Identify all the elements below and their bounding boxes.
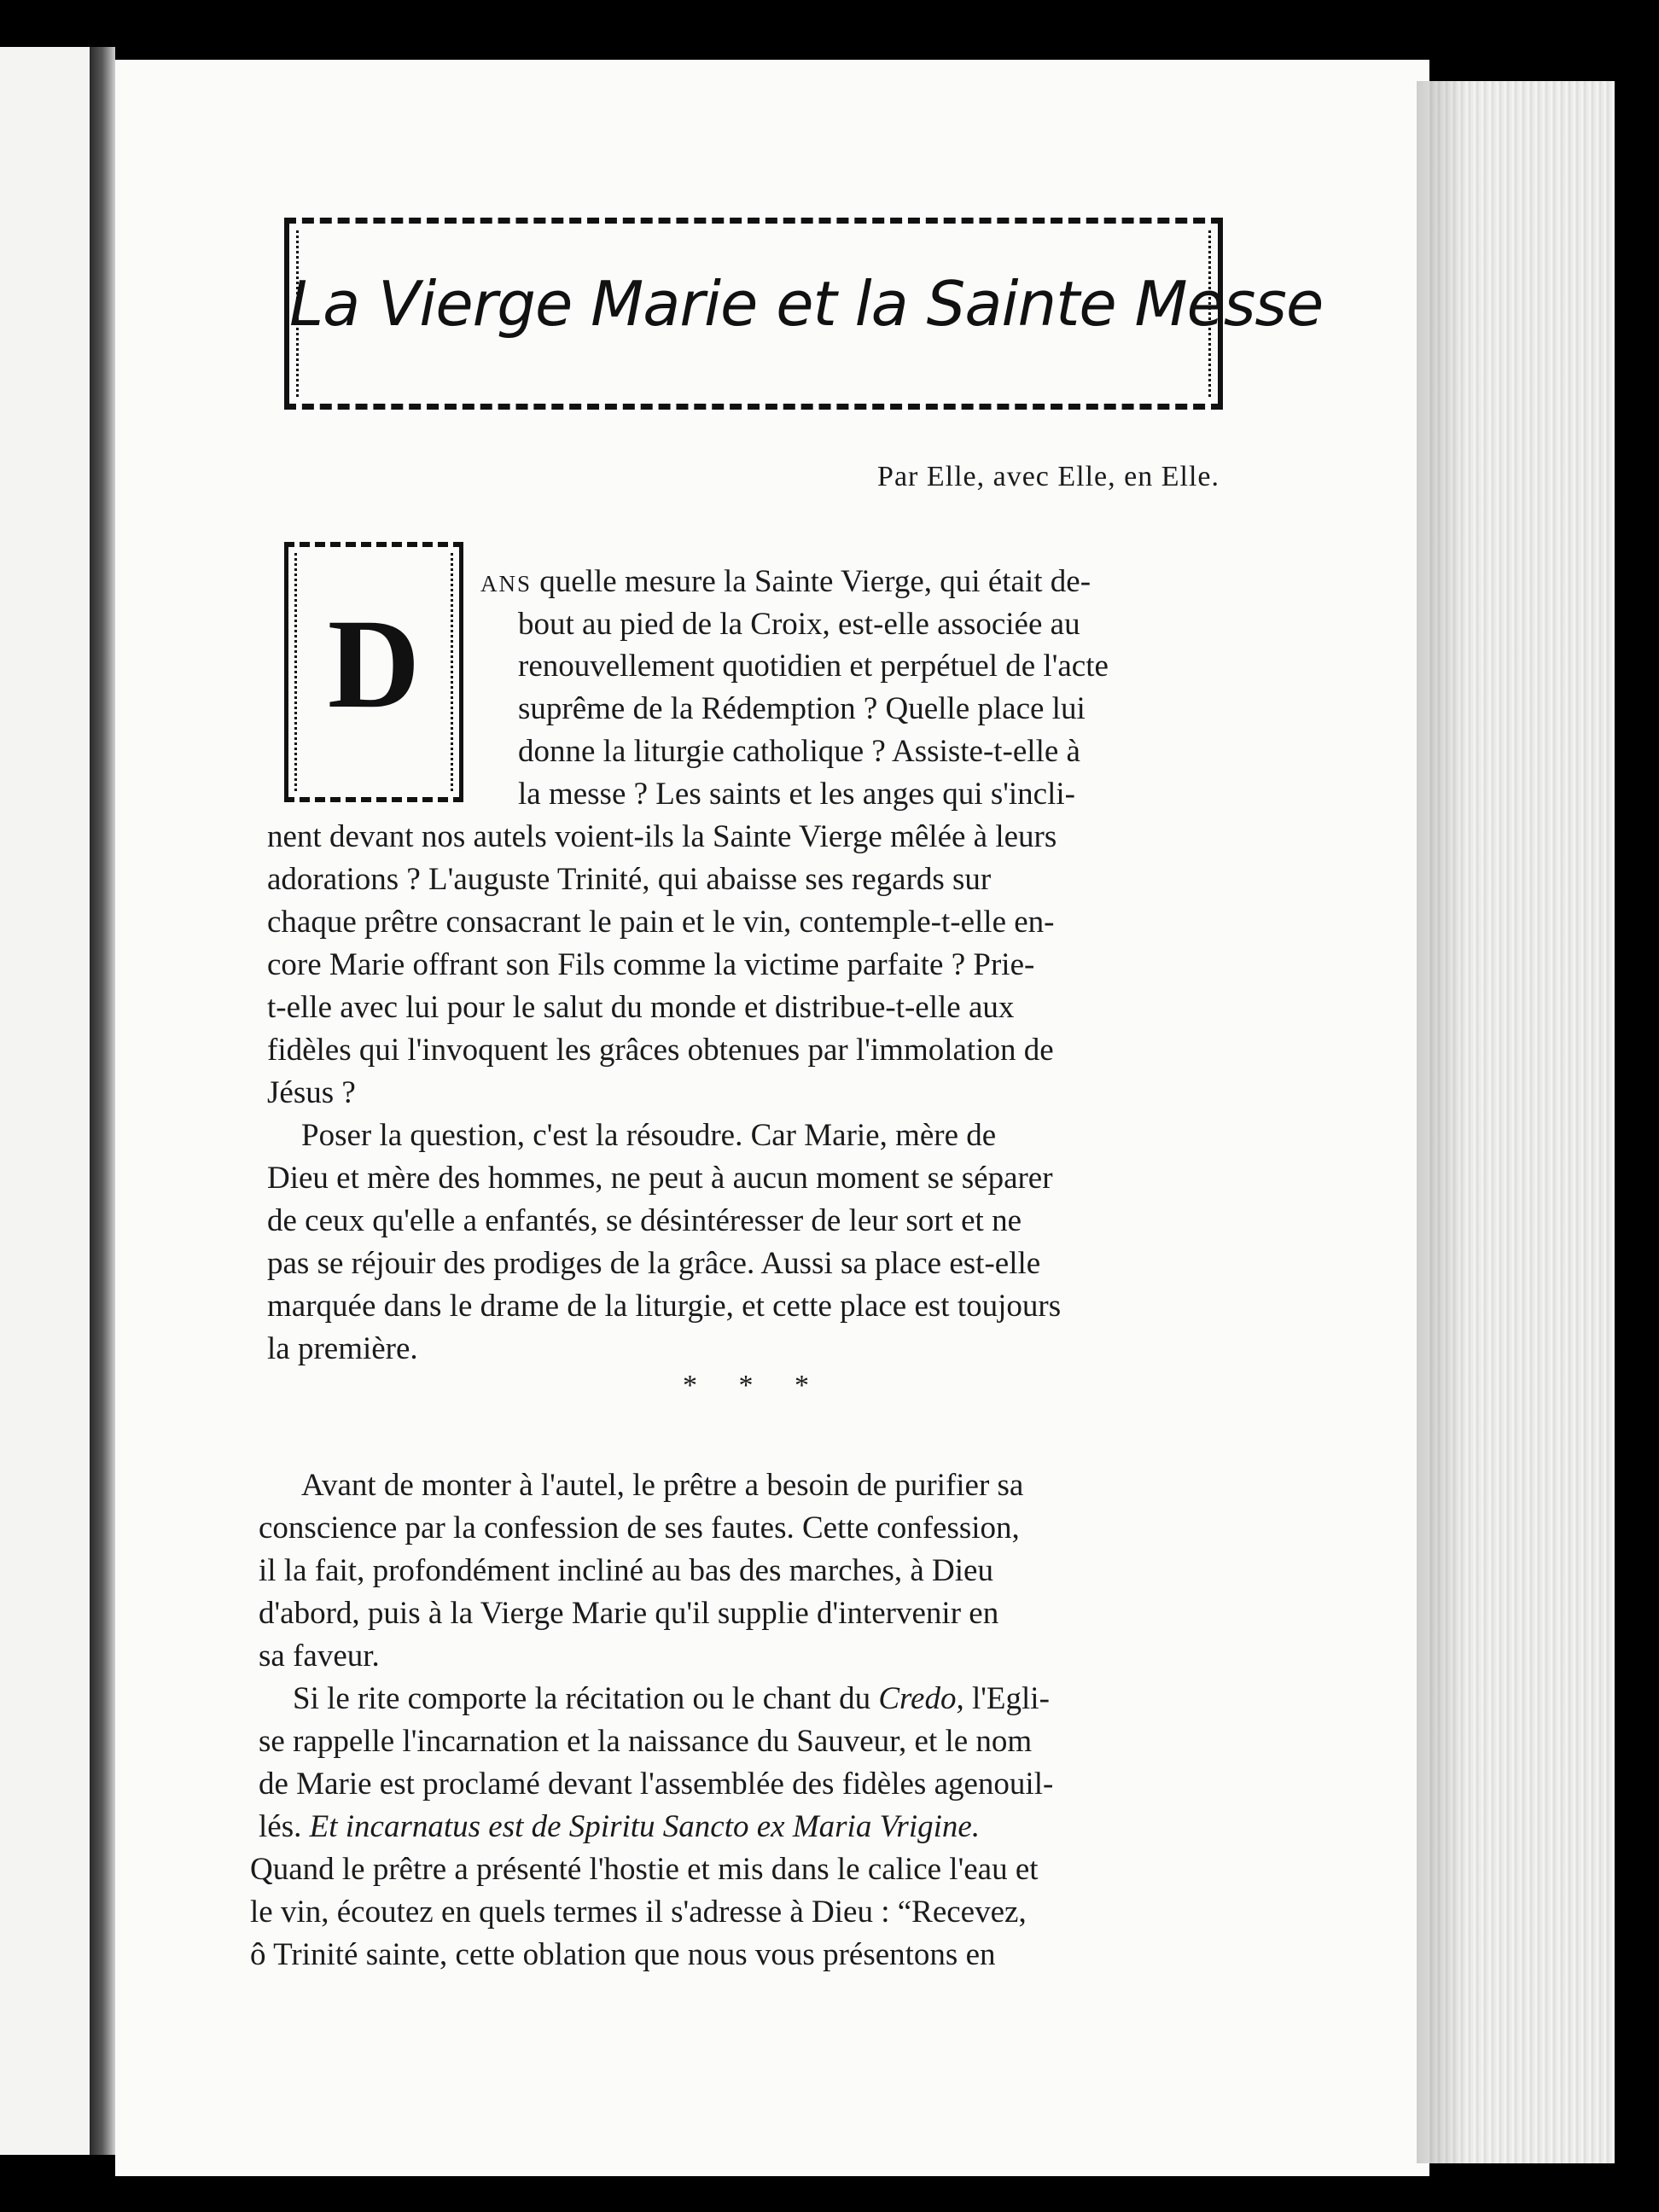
text-line: se rappelle l'incarnation et la naissance du Sauveur, et le nom [259, 1724, 1033, 1759]
section-separator: * * * [683, 1370, 826, 1401]
text-span: quelle mesure la Sainte Vierge, qui était de- [532, 564, 1091, 599]
text-line: ô Trinité sainte, cette oblation que nous vous présentons en [250, 1937, 996, 1972]
text-line: pas se réjouir des prodiges de la grâce. Aussi sa place est-elle [267, 1246, 1041, 1281]
text-line: de Marie est proclamé devant l'assemblée des fidèles agenouil- [259, 1767, 1054, 1802]
text-line: core Marie offrant son Fils comme la victime parfaite ? Prie- [267, 947, 1035, 982]
book-gutter [90, 47, 115, 2155]
text-line: la première. [267, 1331, 418, 1366]
latin-quote: Et incarnatus est de Spiritu Sancto ex Maria Vrigine. [309, 1809, 981, 1844]
text-line: le vin, écoutez en quels termes il s'adresse à Dieu : “Recevez, [250, 1895, 1027, 1930]
byline: Par Elle, avec Elle, en Elle. [877, 461, 1220, 492]
facing-page-edge [0, 47, 90, 2155]
text-line: d'abord, puis à la Vierge Marie qu'il supplie d'intervenir en [259, 1596, 999, 1631]
text-span: l'Egli- [963, 1681, 1050, 1716]
text-line: nent devant nos autels voient-ils la Sainte Vierge mêlée à leurs [267, 819, 1057, 854]
text-line: adorations ? L'auguste Trinité, qui abaisse ses regards sur [267, 862, 992, 897]
text-line: Jésus ? [267, 1075, 356, 1110]
text-line: t-elle avec lui pour le salut du monde et distribue-t-elle aux [267, 990, 1015, 1025]
text-line: de ceux qu'elle a enfantés, se désintéresser de leur sort et ne [267, 1203, 1022, 1238]
text-line: Poser la question, c'est la résoudre. Car Marie, mère de [301, 1118, 997, 1153]
text-span: Si le rite comporte la récitation ou le chant du [293, 1681, 879, 1716]
text-line: marquée dans le drame de la liturgie, et cette place est toujours [267, 1289, 1062, 1324]
text-line: il la fait, profondément incliné au bas des marches, à Dieu [259, 1553, 993, 1588]
italic-word: Credo, [878, 1681, 964, 1716]
text-line [480, 566, 1091, 597]
text-line: Quand le prêtre a présenté l'hostie et mis dans le calice l'eau et [250, 1852, 1039, 1887]
text-line: conscience par la confession de ses fautes. Cette confession, [259, 1511, 1020, 1545]
dropcap-letter: D [327, 593, 421, 735]
title-frame [284, 218, 1324, 410]
text-line: donne la liturgie catholique ? Assiste-t-elle à [518, 734, 1080, 769]
first-word-smallcaps: ANS [480, 571, 533, 597]
text-line: chaque prêtre consacrant le pain et le vin, contemple-t-elle en- [267, 905, 1055, 940]
text-line [293, 1683, 1050, 1714]
text-line: Dieu et mère des hommes, ne peut à aucun moment se séparer [267, 1161, 1053, 1196]
page-stack-shadow [1417, 81, 1468, 2163]
dropcap-frame [284, 542, 463, 802]
text-span: lés. [259, 1809, 310, 1844]
text-line: renouvellement quotidien et perpétuel de l'acte [518, 649, 1109, 684]
text-line: bout au pied de la Croix, est-elle associée au [518, 607, 1080, 642]
text-line: la messe ? Les saints et les anges qui s'incli- [518, 777, 1075, 812]
text-line [259, 1811, 980, 1842]
page-title: La Vierge Marie et la Sainte Messe [289, 268, 1324, 340]
text-line: sa faveur. [259, 1639, 380, 1674]
text-line: fidèles qui l'invoquent les grâces obtenues par l'immolation de [267, 1033, 1054, 1068]
text-line: Avant de monter à l'autel, le prêtre a besoin de purifier sa [301, 1468, 1024, 1503]
text-line: suprême de la Rédemption ? Quelle place lui [518, 691, 1086, 726]
